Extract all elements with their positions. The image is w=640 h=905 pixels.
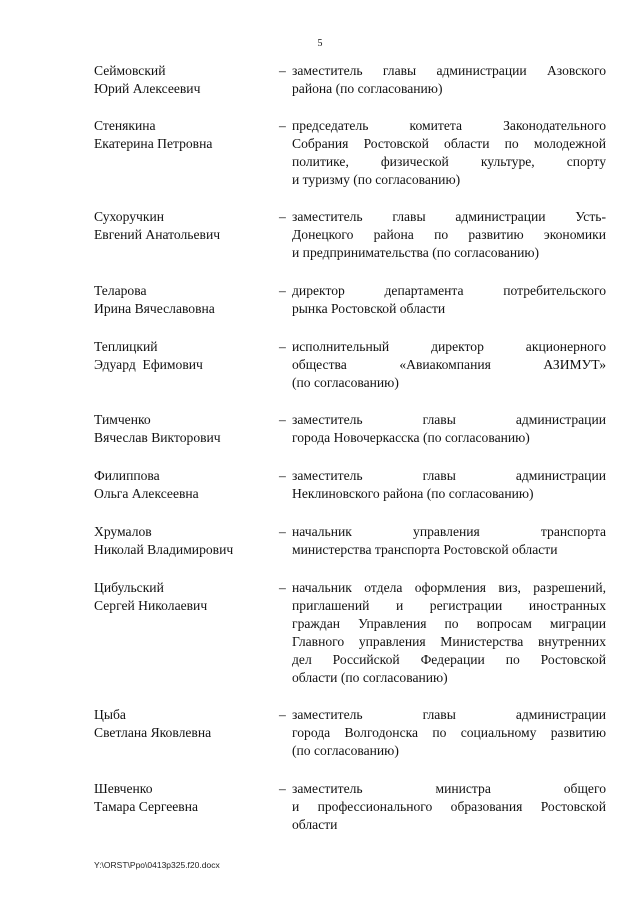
dash-separator: – [279,781,286,796]
member-given-name: Тамара Сергеевна [94,799,199,814]
role-line: и предпринимательства (по согласованию) [292,245,540,260]
dash-separator: – [279,209,286,224]
member-role [292,706,606,760]
member-given-name: Вячеслав Викторович [94,430,221,445]
member-surname: Теплицкий [94,339,158,354]
role-line: города Волгодонска по социальному развитию [292,725,606,740]
member-name [94,117,274,153]
role-line: Донецкого района по развитию экономики [292,227,606,242]
member-name [94,282,274,318]
member-name [94,62,274,98]
role-line: заместитель главы администрации [292,707,606,722]
role-line: заместитель министра общего [292,781,606,796]
member-given-name: Евгений Анатольевич [94,227,221,242]
role-line: начальник отдела оформления виз, разрешений, [292,580,606,595]
member-role [292,523,606,559]
role-line: граждан Управления по вопросам миграции [292,616,606,631]
member-name [94,208,274,244]
role-line: Неклиновского района (по согласованию) [292,486,534,501]
role-line: политике, физической культуре, спорту [292,154,606,169]
member-given-name: Юрий Алексеевич [94,81,201,96]
role-line: и туризму (по согласованию) [292,172,461,187]
role-line: исполнительный директор акционерного [292,339,606,354]
member-surname: Теларова [94,283,147,298]
role-line: района (по согласованию) [292,81,443,96]
member-role [292,780,606,834]
member-role [292,208,606,262]
member-name [94,338,274,374]
member-surname: Сухоручкин [94,209,165,224]
role-line: (по согласованию) [292,743,399,758]
dash-separator: – [279,118,286,133]
member-surname: Филиппова [94,468,160,483]
role-line: области [292,817,338,832]
member-given-name: Светлана Яковлевна [94,725,212,740]
dash-separator: – [279,283,286,298]
member-surname: Сеймовский [94,63,166,78]
role-line: заместитель главы администрации Азовского [292,63,606,78]
member-name [94,780,274,816]
role-line: Собрания Ростовской области по молодежной [292,136,606,151]
member-role [292,579,606,687]
member-given-name: Екатерина Петровна [94,136,213,151]
role-line: и профессионального образования Ростовской [292,799,606,814]
member-surname: Хрумалов [94,524,152,539]
role-line: директор департамента потребительского [292,283,606,298]
dash-separator: – [279,580,286,595]
member-role [292,62,606,98]
footer-file-path: Y:\ORST\Ppo\0413p325.f20.docx [94,860,220,870]
dash-separator: – [279,468,286,483]
member-role [292,467,606,503]
member-role [292,282,606,318]
role-line: приглашений и регистрации иностранных [292,598,606,613]
member-surname: Тимченко [94,412,151,427]
role-line: Главного управления Министерства внутренних [292,634,606,649]
role-line: заместитель главы администрации [292,468,606,483]
member-surname: Цыба [94,707,126,722]
member-given-name: Ирина Вячеславовна [94,301,215,316]
dash-separator: – [279,524,286,539]
member-name [94,523,274,559]
member-surname: Шевченко [94,781,153,796]
member-name [94,411,274,447]
member-role [292,338,606,392]
role-line: заместитель главы администрации [292,412,606,427]
member-given-name: Эдуард Ефимович [94,357,203,372]
dash-separator: – [279,412,286,427]
member-given-name: Николай Владимирович [94,542,234,557]
role-line: начальник управления транспорта [292,524,606,539]
role-line: председатель комитета Законодательного [292,118,606,133]
member-given-name: Сергей Николаевич [94,598,208,613]
dash-separator: – [279,339,286,354]
member-given-name: Ольга Алексеевна [94,486,199,501]
member-name [94,706,274,742]
role-line: дел Российской Федерации по Ростовской [292,652,606,667]
member-name [94,467,274,503]
page-number: 5 [317,38,323,49]
dash-separator: – [279,707,286,722]
member-surname: Стенякина [94,118,156,133]
dash-separator: – [279,63,286,78]
role-line: рынка Ростовской области [292,301,446,316]
member-name [94,579,274,615]
role-line: города Новочеркасска (по согласованию) [292,430,530,445]
role-line: общества «Авиакомпания АЗИМУТ» [292,357,606,372]
role-line: области (по согласованию) [292,670,448,685]
role-line: (по согласованию) [292,375,399,390]
member-role [292,117,606,189]
role-line: заместитель главы администрации Усть- [292,209,606,224]
member-surname: Цибульский [94,580,164,595]
role-line: министерства транспорта Ростовской области [292,542,558,557]
member-role [292,411,606,447]
